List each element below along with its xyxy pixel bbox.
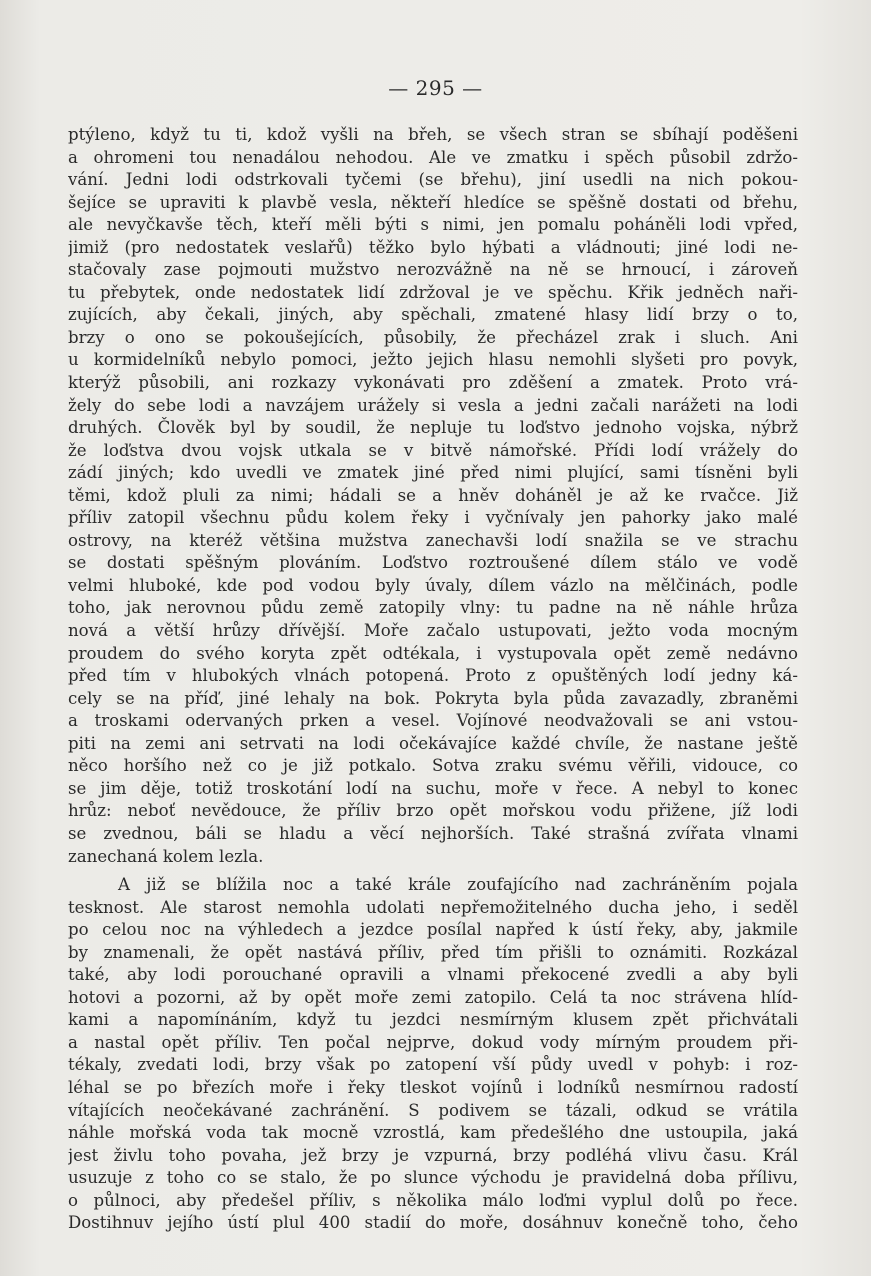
text-line: u kormidelníků nebylo pomoci, ježto jejich hlasu nemohli slyšeti pro povyk, [68, 350, 798, 370]
text-line: Dostihnuv jejího ústí plul 400 stadií do moře, dosáhnuv konečně toho, čeho [68, 1213, 798, 1233]
text-line: brzy o ono se pokoušejících, působily, že přecházel zrak i sluch. Ani [68, 327, 798, 347]
text-line: ale nevyčkavše těch, kteří měli býti s nimi, jen pomalu poháněli lodi vpřed, [68, 215, 798, 235]
text-line: usuzuje z toho co se stalo, že po slunce východu je pravidelná doba přílivu, [68, 1168, 798, 1188]
text-line: náhle mořská voda tak mocně vzrostlá, kam předešlého dne ustoupila, jaká [68, 1123, 798, 1143]
text-line: tékaly, zvedati lodi, brzy však po zatopení vší půdy uvedl v pohyb: i roz- [68, 1055, 798, 1075]
text-line: hotovi a pozorni, až by opět moře zemi zatopilo. Celá ta noc strávena hlíd- [68, 987, 798, 1007]
text-line: léhal se po březích moře i řeky tleskot vojínů i lodníků nesmírnou radostí [68, 1077, 798, 1097]
text-line: by znamenali, že opět nastává příliv, před tím přišli to oznámiti. Rozkázal [68, 942, 798, 962]
text-line: vítajících neočekávané zachránění. S podivem se tázali, odkud se vrátila [68, 1100, 798, 1120]
text-line: jest živlu toho povaha, jež brzy je vzpurná, brzy podléhá vlivu času. Král [68, 1145, 798, 1165]
text-line: proudem do svého koryta zpět odtékala, i vystupovala opět země nedávno [68, 643, 798, 663]
text-line: těmi, kdož pluli za nimi; hádali se a hněv doháněl je až ke rvačce. Již [68, 485, 798, 505]
text-line: se dostati spěšným plováním. Loďstvo roztroušené dílem stálo ve vodě [68, 553, 798, 573]
text-line: hrůz: neboť nevědouce, že příliv brzo opět mořskou vodu přižene, jíž lodi [68, 801, 798, 821]
page-number: — 295 — [388, 76, 483, 100]
text-line: šejíce se upraviti k plavbě vesla, někteří hledíce se spěšně dostati od břehu, [68, 192, 798, 212]
text-line: druhých. Člověk byl by soudil, že nepluje tu loďstvo jednoho vojska, nýbrž [68, 418, 798, 438]
text-line: velmi hluboké, kde pod vodou byly úvaly, dílem vázlo na mělčinách, podle [68, 575, 798, 595]
text-line: před tím v hlubokých vlnách potopená. Proto z opuštěných lodí jedny ká- [68, 666, 798, 686]
text-line: kterýž působili, ani rozkazy vykonávati pro zděšení a zmatek. Proto vrá- [68, 373, 798, 393]
text-line: zanechaná kolem lezla. [68, 846, 264, 866]
text-line: A již se blížila noc a také krále zoufajícího nad zachráněním pojala [118, 875, 798, 895]
text-line: a ohromeni tou nenadálou nehodou. Ale ve zmatku i spěch působil zdržo- [68, 147, 798, 167]
text-line: příliv zatopil všechnu půdu kolem řeky i vyčnívaly jen pahorky jako malé [68, 508, 798, 528]
text-line: po celou noc na výhledech a jezdce posílal napřed k ústí řeky, aby, jakmile [68, 920, 798, 940]
text-line: piti na zemi ani setrvati na lodi očekávajíce každé chvíle, že nastane ještě [68, 733, 798, 753]
text-line: se jim děje, totiž troskotání lodí na suchu, moře v řece. A nebyl to konec [68, 778, 798, 798]
text-line: také, aby lodi porouchané opravili a vlnami překocené zvedli a aby byli [68, 965, 798, 985]
text-line: toho, jak nerovnou půdu země zatopily vlny: tu padne na ně náhle hrůza [68, 598, 798, 618]
paragraph [68, 874, 798, 1235]
text-line: tesknost. Ale starost nemohla udolati nepřemožitelného ducha jeho, i seděl [68, 897, 798, 917]
text-line: o půlnoci, aby předešel příliv, s několika málo loďmi vyplul dolů po řece. [68, 1190, 798, 1210]
text-line: tu přebytek, onde nedostatek lidí zdržoval je ve spěchu. Křik jedněch naři- [68, 282, 798, 302]
text-line: kami a napomínáním, když tu jezdci nesmírným klusem zpět přichvátali [68, 1010, 798, 1030]
text-line: žely do sebe lodi a navzájem urážely si vesla a jedni začali narážeti na lodi [68, 395, 798, 415]
text-line: něco horšího než co je již potkalo. Sotva zraku svému věřili, vidouce, co [68, 756, 798, 776]
text-line: jimiž (pro nedostatek veslařů) těžko bylo hýbati a vládnouti; jiné lodi ne- [68, 237, 798, 257]
body-text [68, 124, 798, 1235]
text-line: ptýleno, když tu ti, kdož vyšli na břeh, se všech stran se sbíhají poděšeni [68, 125, 798, 144]
text-line: zujících, aby čekali, jiných, aby spěchali, zmatené hlasy lidí brzy o to, [68, 305, 798, 325]
text-line: ostrovy, na kteréž většina mužstva zanechavši lodí snažila se ve strachu [68, 530, 798, 550]
text-line: vání. Jedni lodi odstrkovali tyčemi (se břehu), jiní usedli na nich pokou- [68, 170, 798, 190]
text-line: zádí jiných; kdo uvedli ve zmatek jiné před nimi plující, sami tísněni byli [68, 463, 798, 483]
text-line: a nastal opět příliv. Ten počal nejprve, dokud vody mírným proudem při- [68, 1032, 798, 1052]
text-line: nová a větší hrůzy dřívější. Moře začalo ustupovati, ježto voda mocným [68, 621, 798, 641]
text-line: stačovaly zase pojmouti mužstvo nerozvážně na ně se hrnoucí, i zároveň [68, 260, 798, 280]
text-line: že loďstva dvou vojsk utkala se v bitvě námořské. Přídi lodí vrážely do [68, 440, 798, 460]
paragraph [68, 124, 798, 868]
text-line: a troskami odervaných prken a vesel. Vojínové neodvažovali se ani vstou- [68, 711, 798, 731]
text-line: se zvednou, báli se hladu a věcí nejhorších. Také strašná zvířata vlnami [68, 823, 798, 843]
text-line: cely se na příď, jiné lehaly na bok. Pokryta byla půda zavazadly, zbraněmi [68, 688, 798, 708]
